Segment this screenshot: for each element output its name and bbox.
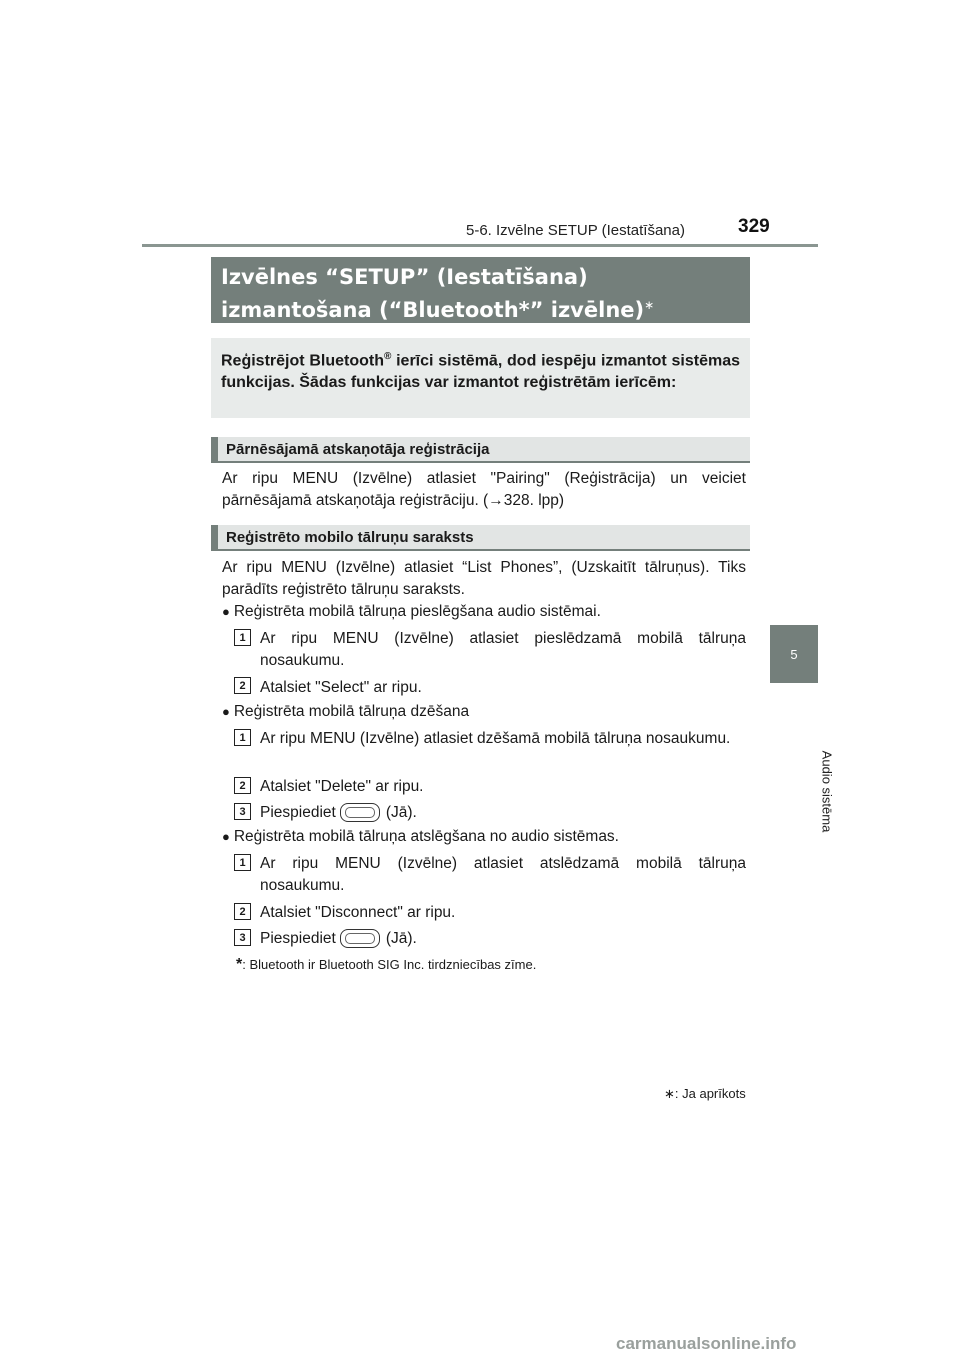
step-text: Ar ripu MENU (Izvēlne) atlasiet atslēdzamā mobilā tālruņa nosaukumu. xyxy=(260,855,746,894)
bullet-icon: ● xyxy=(222,604,230,619)
equipment-note: ∗: Ja aprīkots xyxy=(664,1086,746,1101)
title-star: ∗ xyxy=(644,298,655,312)
arrow-icon: → xyxy=(488,492,504,509)
step-number: 3 xyxy=(234,803,251,820)
step-number: 2 xyxy=(234,903,251,920)
yes-key-icon xyxy=(340,803,380,822)
step-text: Piespiediet (Jā). xyxy=(260,930,417,947)
step-number: 1 xyxy=(234,854,251,871)
bullet-delete: ● Reģistrēta mobilā tālruņa dzēšana xyxy=(222,703,470,720)
step-number: 2 xyxy=(234,777,251,794)
title-line-1: Izvēlnes “SETUP” (Iestatīšana) xyxy=(221,265,588,289)
page-number: 329 xyxy=(738,216,770,237)
bullet-icon: ● xyxy=(222,829,230,844)
title-line-2: izmantošana (“Bluetooth*” izvēlne)∗ xyxy=(221,298,655,322)
step-text: Atalsiet "Disconnect" ar ripu. xyxy=(260,904,456,921)
bullet-connect: ● Reģistrēta mobilā tālruņa pieslēgšana audio sistēmai. xyxy=(222,603,601,620)
yes-key-icon xyxy=(340,929,380,948)
bullet-disconnect: ● Reģistrēta mobilā tālruņa atslēgšana no audio sistēmas. xyxy=(222,828,619,845)
trademark-footnote: *: Bluetooth ir Bluetooth SIG Inc. tirdzniecības zīme. xyxy=(236,956,537,973)
step-text: Atalsiet "Delete" ar ripu. xyxy=(260,778,424,795)
step-text: Atalsiet "Select" ar ripu. xyxy=(260,679,422,696)
pairing-body: Ar ripu MENU (Izvēlne) atlasiet "Pairing" (Reģistrācija) un veiciet pārnēsājamā atskaņotāja reģistrāciju. (→328. lpp) xyxy=(222,470,746,509)
step-text: Piespiediet (Jā). xyxy=(260,804,417,821)
page-title xyxy=(211,257,750,323)
header-rule xyxy=(142,244,818,247)
step-text: Ar ripu MENU (Izvēlne) atlasiet dzēšamā mobilā tālruņa nosaukumu. xyxy=(260,730,731,747)
section-heading-phones: Reģistrēto mobilo tālruņu saraksts xyxy=(211,525,750,551)
step-number: 1 xyxy=(234,729,251,746)
chapter-label: Audio sistēma xyxy=(819,750,835,833)
step-number: 3 xyxy=(234,929,251,946)
section-header: 5-6. Izvēlne SETUP (Iestatīšana) xyxy=(466,222,685,239)
watermark: carmanualsonline.info xyxy=(616,1334,797,1353)
step-number: 2 xyxy=(234,677,251,694)
intro-text: Reģistrējot Bluetooth® ierīci sistēmā, dod iespēju izmantot sistēmas funkcijas. Šādas funkcijas var izmantot reģistrētām ierīcēm: xyxy=(211,338,750,418)
registered-mark: ® xyxy=(383,351,392,362)
section-heading-pairing: Pārnēsājamā atskaņotāja reģistrācija xyxy=(211,437,750,463)
phones-body: Ar ripu MENU (Izvēlne) atlasiet “List Phones”, (Uzskaitīt tālruņus). Tiks parādīts reģistrēto tālruņu saraksts. xyxy=(222,559,746,598)
step-text: Ar ripu MENU (Izvēlne) atlasiet pieslēdzamā mobilā tālruņa nosaukumu. xyxy=(260,630,746,669)
bullet-icon: ● xyxy=(222,704,230,719)
chapter-tab: 5 xyxy=(770,625,818,683)
step-number: 1 xyxy=(234,629,251,646)
